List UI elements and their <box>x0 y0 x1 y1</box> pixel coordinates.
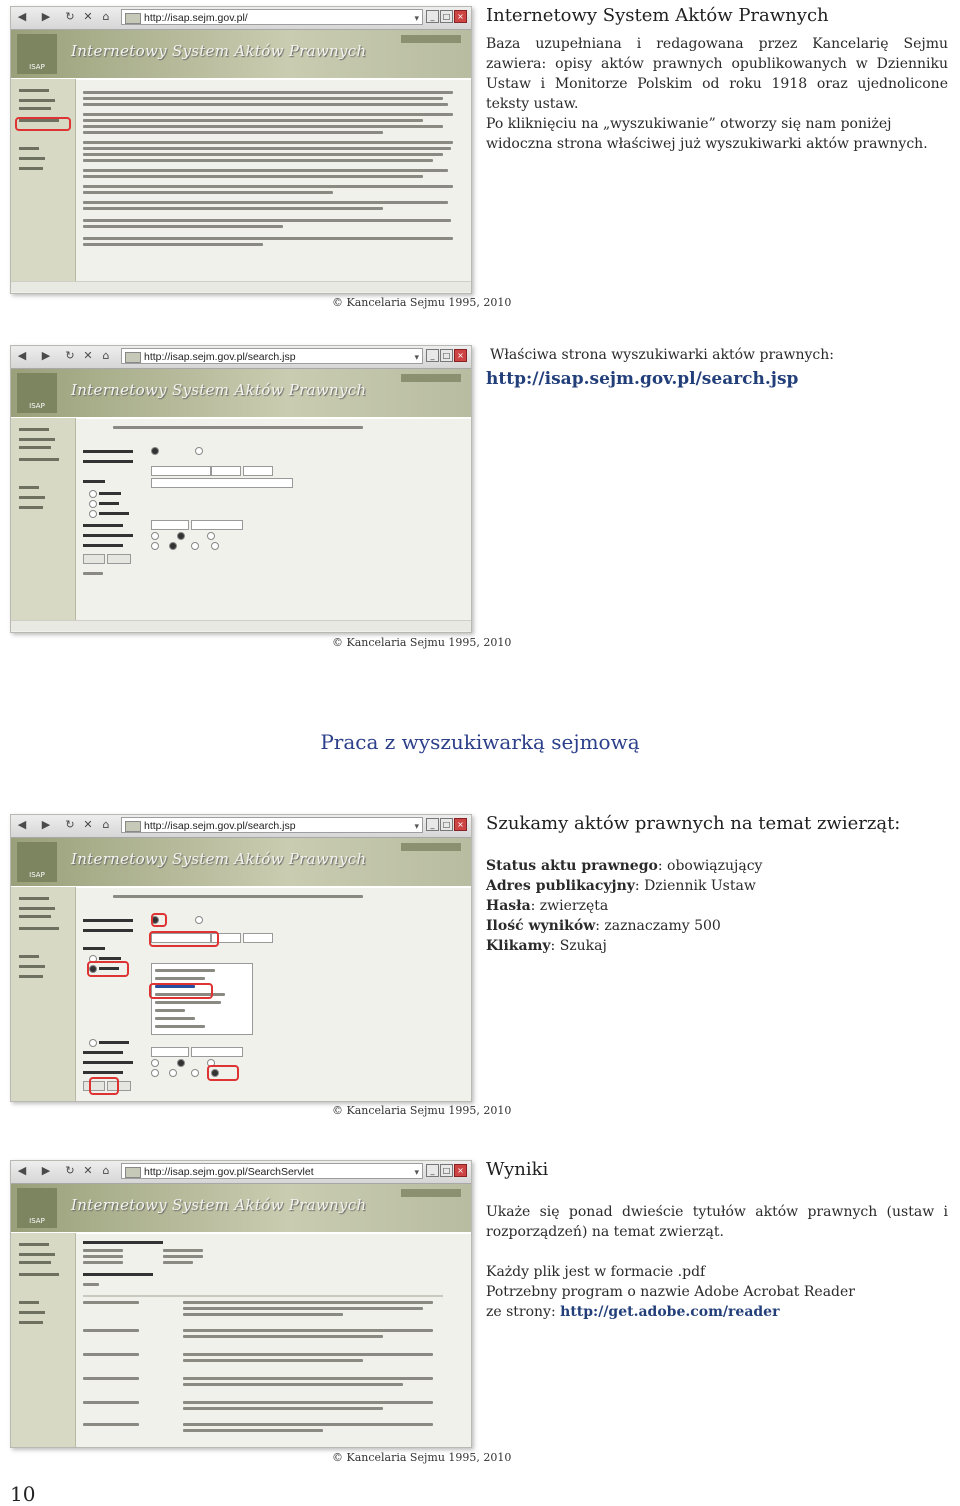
publication-select[interactable] <box>151 466 211 476</box>
highlight-500 <box>207 1065 239 1081</box>
adobe-link[interactable]: http://get.adobe.com/reader <box>560 1304 780 1320</box>
year-input[interactable] <box>211 466 241 476</box>
number-input[interactable] <box>243 933 273 943</box>
home-icon[interactable]: ⌂ <box>102 1164 110 1177</box>
results-list <box>83 1237 463 1445</box>
close-icon[interactable]: × <box>454 10 467 23</box>
site-sidebar <box>11 887 76 1101</box>
sejm-tag[interactable] <box>401 374 461 382</box>
back-icon[interactable]: ◀ <box>17 1164 27 1177</box>
dropdown-icon[interactable]: ▾ <box>414 352 419 362</box>
instruction-publication: Adres publikacyjny: Dziennik Ustaw <box>486 878 756 894</box>
instruction-results: Ilość wyników: zaznaczamy 500 <box>486 918 721 934</box>
address-bar[interactable] <box>121 817 423 833</box>
favicon-icon <box>125 352 141 363</box>
sejm-tag[interactable] <box>401 843 461 851</box>
site-title: Internetowy System Aktów Prawnych <box>71 381 367 399</box>
favicon-icon <box>125 13 141 24</box>
title-input[interactable] <box>151 478 293 488</box>
url-text: http://isap.sejm.gov.pl/ <box>144 12 248 24</box>
browser-toolbar <box>11 1161 471 1184</box>
highlight-wyszukiwanie <box>15 117 71 131</box>
sejm-tag[interactable] <box>401 35 461 43</box>
forward-icon[interactable]: ▶ <box>41 1164 51 1177</box>
copyright-caption: © Kancelaria Sejmu 1995, 2010 <box>332 1451 512 1464</box>
search-page-intro: Właściwa strona wyszukiwarki aktów prawnych: <box>490 347 834 363</box>
copyright-caption: © Kancelaria Sejmu 1995, 2010 <box>332 1104 512 1117</box>
section-how-to-search <box>486 812 948 956</box>
isap-logo: ISAP <box>17 842 57 882</box>
instruction-status: Status aktu prawnego: obowiązujący <box>486 858 763 874</box>
site-footer <box>11 620 471 631</box>
section-intro <box>486 4 948 154</box>
page-number: 10 <box>10 1482 36 1506</box>
browser-screenshot-home <box>10 6 472 294</box>
section-heading: Praca z wyszukiwarką sejmową <box>320 730 640 754</box>
stop-icon[interactable]: ✕ <box>83 10 93 23</box>
site-header <box>11 30 471 80</box>
browser-toolbar <box>11 346 471 369</box>
site-sidebar <box>11 1233 76 1447</box>
site-title: Internetowy System Aktów Prawnych <box>71 1196 367 1214</box>
click-paragraph: Po kliknięciu na „wyszukiwanie” otworzy się nam poniżej widoczna strona właściwej już wyszukiwarki aktów prawnych. <box>486 116 928 152</box>
dropdown-icon[interactable]: ▾ <box>414 13 419 23</box>
minimize-icon[interactable]: _ <box>426 818 439 831</box>
intro-paragraph: Baza uzupełniana i redagowana przez Kancelarię Sejmu zawiera: opisy aktów prawnych opublikowanych w Dzienniku Ustaw i Monitorze Polskim od roku 1918 oraz ujednolicone teksty ustaw. <box>486 36 948 112</box>
browser-toolbar <box>11 7 471 30</box>
home-icon[interactable]: ⌂ <box>102 10 110 23</box>
refresh-icon[interactable]: ↻ <box>65 349 75 362</box>
site-sidebar <box>11 79 76 281</box>
copyright-caption: © Kancelaria Sejmu 1995, 2010 <box>332 636 512 649</box>
url-text: http://isap.sejm.gov.pl/search.jsp <box>144 351 296 363</box>
site-header <box>11 838 471 888</box>
stop-icon[interactable]: ✕ <box>83 349 93 362</box>
date-input[interactable] <box>191 1047 243 1057</box>
search-button[interactable] <box>83 554 105 564</box>
stop-icon[interactable]: ✕ <box>83 1164 93 1177</box>
site-header <box>11 369 471 419</box>
sejm-tag[interactable] <box>401 1189 461 1197</box>
site-footer <box>11 281 471 292</box>
highlight-search-button <box>89 1077 119 1095</box>
minimize-icon[interactable]: _ <box>426 10 439 23</box>
date-select[interactable] <box>151 1047 189 1057</box>
search-form <box>83 422 463 616</box>
favicon-icon <box>125 1167 141 1178</box>
browser-screenshot-search-filled <box>10 814 472 1102</box>
refresh-icon[interactable]: ↻ <box>65 818 75 831</box>
section-title: Internetowy System Aktów Prawnych <box>486 5 829 26</box>
address-bar[interactable] <box>121 348 423 364</box>
download-note: ze strony: http://get.adobe.com/reader <box>486 1304 780 1320</box>
forward-icon[interactable]: ▶ <box>41 818 51 831</box>
home-icon[interactable]: ⌂ <box>102 349 110 362</box>
browser-toolbar <box>11 815 471 838</box>
highlight-keywords-option <box>87 961 129 977</box>
clear-button[interactable] <box>107 554 131 564</box>
back-icon[interactable]: ◀ <box>17 10 27 23</box>
close-icon[interactable]: × <box>454 818 467 831</box>
minimize-icon[interactable]: _ <box>426 349 439 362</box>
browser-screenshot-results <box>10 1160 472 1448</box>
maximize-icon[interactable]: □ <box>440 818 453 831</box>
favicon-icon <box>125 821 141 832</box>
forward-icon[interactable]: ▶ <box>41 349 51 362</box>
highlight-publication <box>149 931 219 947</box>
isap-logo: ISAP <box>17 1188 57 1228</box>
site-header <box>11 1184 471 1234</box>
browser-screenshot-search <box>10 345 472 633</box>
forward-icon[interactable]: ▶ <box>41 10 51 23</box>
site-title: Internetowy System Aktów Prawnych <box>71 850 367 868</box>
stop-icon[interactable]: ✕ <box>83 818 93 831</box>
copyright-caption: © Kancelaria Sejmu 1995, 2010 <box>332 296 512 309</box>
search-form <box>83 891 463 1095</box>
refresh-icon[interactable]: ↻ <box>65 10 75 23</box>
highlight-keyword-selected <box>149 983 213 999</box>
close-icon[interactable]: × <box>454 1164 467 1177</box>
search-page-link[interactable]: http://isap.sejm.gov.pl/search.jsp <box>486 369 799 389</box>
instruction-keywords: Hasła: zwierzęta <box>486 898 609 914</box>
close-icon[interactable]: × <box>454 349 467 362</box>
pdf-format-note: Każdy plik jest w formacie .pdf <box>486 1264 706 1280</box>
site-content <box>83 85 463 275</box>
instruction-click: Klikamy: Szukaj <box>486 938 607 954</box>
dropdown-icon[interactable]: ▾ <box>414 1167 419 1177</box>
address-bar[interactable] <box>121 9 423 25</box>
date-input[interactable] <box>191 520 243 530</box>
date-select[interactable] <box>151 520 189 530</box>
isap-logo: ISAP <box>17 34 57 74</box>
url-text: http://isap.sejm.gov.pl/search.jsp <box>144 820 296 832</box>
maximize-icon[interactable]: □ <box>440 349 453 362</box>
isap-logo: ISAP <box>17 373 57 413</box>
results-paragraph: Ukaże się ponad dwieście tytułów aktów prawnych (ustaw i rozporządzeń) na temat zwierząt. <box>486 1204 948 1240</box>
maximize-icon[interactable]: □ <box>440 1164 453 1177</box>
how-to-title: Szukamy aktów prawnych na temat zwierząt: <box>486 813 901 834</box>
back-icon[interactable]: ◀ <box>17 818 27 831</box>
home-icon[interactable]: ⌂ <box>102 818 110 831</box>
refresh-icon[interactable]: ↻ <box>65 1164 75 1177</box>
section-results <box>486 1158 948 1322</box>
address-bar[interactable] <box>121 1163 423 1179</box>
dropdown-icon[interactable]: ▾ <box>414 821 419 831</box>
acrobat-note: Potrzebny program o nazwie Adobe Acrobat Reader <box>486 1284 855 1300</box>
number-input[interactable] <box>243 466 273 476</box>
minimize-icon[interactable]: _ <box>426 1164 439 1177</box>
site-title: Internetowy System Aktów Prawnych <box>71 42 367 60</box>
results-title: Wyniki <box>486 1159 549 1180</box>
highlight-status <box>151 913 167 927</box>
url-text: http://isap.sejm.gov.pl/SearchServlet <box>144 1166 314 1178</box>
back-icon[interactable]: ◀ <box>17 349 27 362</box>
site-sidebar <box>11 418 76 620</box>
maximize-icon[interactable]: □ <box>440 10 453 23</box>
section-search-page <box>486 345 948 389</box>
